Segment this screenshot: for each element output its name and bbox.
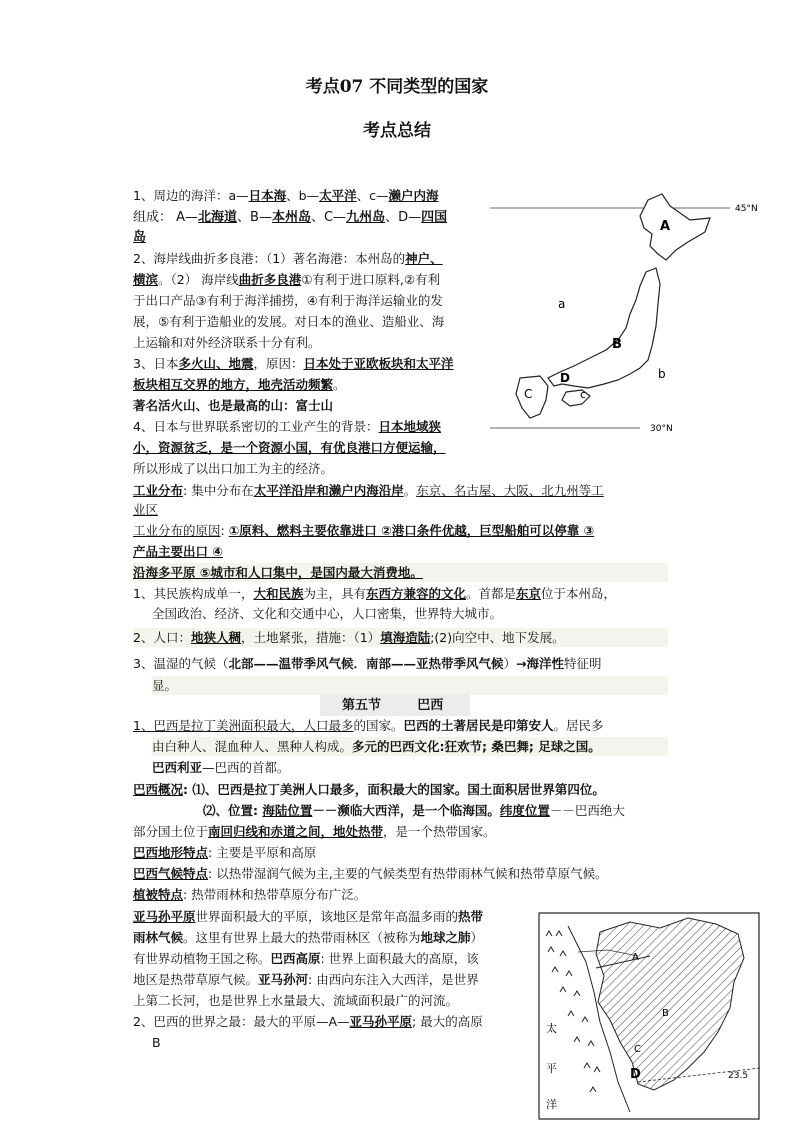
japan-line-15: 工业分布: 集中分布在太平洋沿岸和濑户内海沿岸。东京、名古屋、大阪、北九州等工 bbox=[133, 483, 604, 498]
brazil-line-2: 由白种人、混血种人、黑种人构成。多元的巴西文化:狂欢节; 桑巴舞; 足球之国。 bbox=[152, 737, 668, 756]
page-subtitle: 考点总结 bbox=[363, 121, 431, 141]
brazil-line-16: B bbox=[152, 1035, 161, 1050]
brazil-line-6: 部分国土位于南回归线和赤道之间，地处热带，是一个热带国家。 bbox=[133, 824, 496, 839]
japan-line-5: 横滨。（2） 海岸线曲折多良港①有利于进口原料,②有利 bbox=[133, 272, 441, 287]
map-label-A: A bbox=[660, 219, 671, 234]
japan-line-4: 2、海岸线曲折多良港：（1）著名海港：本州岛的神户、 bbox=[133, 251, 443, 266]
brazil-line-14: 上第二长河，也是世界上水量最大、流域面积最广的河流。 bbox=[133, 993, 459, 1008]
honshu-shape bbox=[548, 268, 660, 388]
bmap-ocean-3: 洋 bbox=[546, 1098, 557, 1111]
brazil-line-4: 巴西概况: ⑴、巴西是拉丁美洲人口最多，面积最大的国家。国土面积居世界第四位。 bbox=[133, 782, 605, 797]
japan-line-10: 板块相互交界的地方，地壳活动频繁。 bbox=[133, 377, 346, 392]
japan-line-24: 显。 bbox=[152, 676, 668, 695]
brazil-line-8: 巴西气候特点: 以热带湿润气候为主,主要的气候类型有热带雨林气候和热带草原气候。 bbox=[133, 866, 608, 881]
map-label-C: C bbox=[524, 387, 533, 401]
japan-line-21: 全国政治、经济、文化和交通中心，人口密集，世界特大城市。 bbox=[152, 606, 503, 621]
japan-line-1: 1、周边的海洋：a—日本海、b—太平洋、c—濑户内海 bbox=[133, 188, 439, 203]
japan-line-3: 岛 bbox=[133, 230, 147, 245]
map-label-B: B bbox=[612, 337, 622, 352]
japan-line-8: 上运输和对外经济联系十分有利。 bbox=[133, 335, 321, 350]
japan-line-6: 于出口产品③有利于海洋捕捞，④有利于海洋运输业的发 bbox=[133, 293, 443, 308]
page-title: 考点07 不同类型的国家 bbox=[305, 77, 489, 97]
map-label-D: D bbox=[560, 371, 570, 385]
brazil-line-5: ⑵、位置: 海陆位置－－濒临大西洋，是一个临海国。纬度位置－－巴西绝大 bbox=[203, 803, 625, 818]
hokkaido-shape bbox=[640, 194, 710, 260]
section-heading-brazil: 第五节 巴西 bbox=[342, 698, 444, 713]
bmap-ocean-2: 平 bbox=[546, 1062, 557, 1075]
japan-line-9: 3、日本多火山、地震，原因：日本处于亚欧板块和太平洋 bbox=[133, 356, 454, 371]
japan-line-17: 工业分布的原因: ①原料、燃料主要依靠进口 ②港口条件优越，巨型船舶可以停靠 ③ bbox=[133, 523, 595, 538]
map-label-a: a bbox=[558, 297, 566, 311]
japan-islands bbox=[516, 194, 710, 418]
brazil-line-9: 植被特点: 热带雨林和热带草原分布广泛。 bbox=[133, 887, 367, 902]
japan-line-13: 小，资源贫乏，是一个资源小国，有优良港口方便运输， bbox=[133, 440, 446, 455]
bmap-label-B: B bbox=[662, 1008, 669, 1019]
bmap-label-A: A bbox=[632, 952, 639, 963]
lat-45-label: 45°N bbox=[735, 204, 758, 214]
japan-line-16: 业区 bbox=[133, 502, 159, 517]
japan-line-2: 组成： A—北海道、B—本州岛、C—九州岛、D—四国 bbox=[133, 210, 448, 225]
japan-line-18: 产品主要出口 ④ bbox=[133, 544, 223, 559]
brazil-line-12: 有世界动植物王国之称。巴西高原: 世界上面积最大的高原，该 bbox=[133, 951, 479, 966]
bmap-label-tropic: 23.5 bbox=[728, 1071, 749, 1081]
brazil-line-15: 2、巴西的世界之最：最大的平原—A—亚马孙平原; 最大的高原 bbox=[133, 1014, 483, 1029]
brazil-line-7: 巴西地形特点: 主要是平原和高原 bbox=[133, 845, 317, 860]
japan-map bbox=[490, 180, 790, 450]
bmap-ocean-1: 太 bbox=[546, 1022, 557, 1035]
bmap-label-C: C bbox=[634, 1044, 641, 1055]
japan-line-19: 沿海多平原 ⑤城市和人口集中，是国内最大消费地。 bbox=[133, 563, 668, 582]
japan-line-14: 所以形成了以出口加工为主的经济。 bbox=[133, 461, 334, 476]
japan-line-11: 著名活火山、也是最高的山：富士山 bbox=[133, 398, 334, 413]
bmap-label-D: D bbox=[630, 1067, 641, 1082]
japan-line-23: 3、温湿的气候（北部——温带季风气候．南部——亚热带季风气候）→海洋性特征明 bbox=[133, 656, 602, 671]
japan-line-12: 4、日本与世界联系密切的工业产生的背景：日本地域狭 bbox=[133, 419, 441, 434]
japan-line-22: 2、人口：地狭人稠，土地紧张，措施：（1）填海造陆;(2)向空中、地下发展。 bbox=[133, 628, 668, 647]
brazil-line-10: 亚马孙平原世界面积最大的平原，该地区是常年高温多雨的热带 bbox=[133, 909, 484, 924]
brazil-map bbox=[538, 912, 760, 1120]
brazil-line-11: 雨林气候。这里有世界上最大的热带雨林区（被称为地球之肺） bbox=[133, 930, 484, 945]
map-label-b: b bbox=[658, 367, 666, 381]
brazil-line-1: 1、巴西是拉丁美洲面积最大，人口最多的国家。巴西的土著居民是印第安人。居民多 bbox=[133, 718, 604, 733]
brazil-line-3: 巴西利亚—巴西的首都。 bbox=[152, 760, 290, 775]
japan-line-7: 展，⑤有利于造船业的发展。对日本的渔业、造船业、海 bbox=[133, 314, 445, 329]
brazil-line-13: 地区是热带草原气候。亚马孙河: 由西向东注入大西洋，是世界 bbox=[133, 972, 479, 987]
lat-30-label: 30°N bbox=[650, 424, 673, 434]
map-label-c: c bbox=[580, 388, 587, 401]
japan-line-20: 1、其民族构成单一，大和民族为主，具有东西方兼容的文化。首都是东京位于本州岛， bbox=[133, 586, 617, 601]
